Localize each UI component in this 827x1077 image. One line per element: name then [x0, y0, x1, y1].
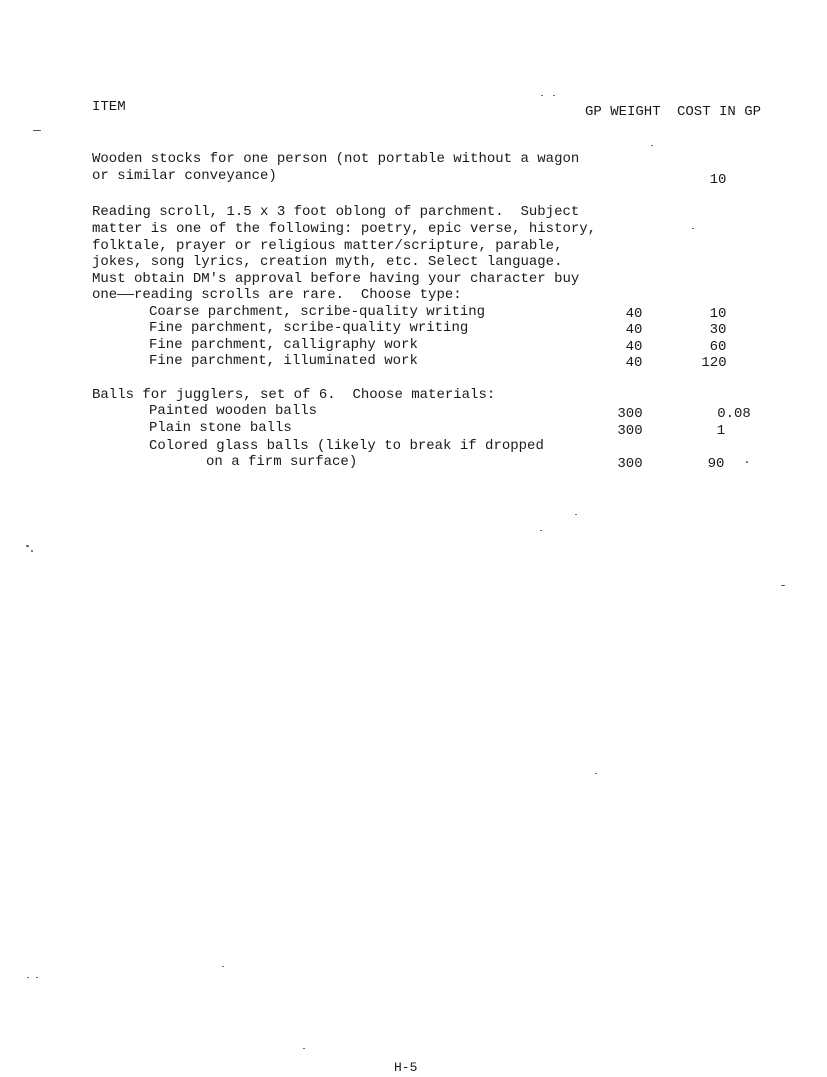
option-label-continued: on a firm surface) [206, 454, 358, 470]
column-header-cost: COST IN GP [677, 104, 762, 120]
scan-speck [781, 585, 785, 586]
column-header-item: ITEM [92, 99, 126, 115]
option-weight: 40 [625, 322, 643, 338]
option-cost: 30 [709, 322, 727, 338]
option-label: Painted wooden balls [149, 403, 318, 419]
option-label: Fine parchment, calligraphy work [149, 337, 418, 353]
entry-description-line: matter is one of the following: poetry, epic verse, history, [92, 221, 597, 237]
scan-speck [540, 530, 542, 531]
scan-speck [746, 461, 748, 463]
option-label: Fine parchment, illuminated work [149, 353, 418, 369]
entry-description-line: Reading scroll, 1.5 x 3 foot oblong of parchment. Subject [92, 204, 580, 220]
option-weight: 300 [617, 406, 643, 422]
scan-speck [553, 95, 555, 96]
option-label: Coarse parchment, scribe-quality writing [149, 304, 486, 320]
option-weight: 40 [625, 355, 643, 371]
entry-cost: 10 [709, 172, 727, 188]
option-cost: 60 [709, 339, 727, 355]
scan-speck [651, 145, 653, 146]
scan-speck [31, 550, 33, 552]
option-weight: 300 [617, 423, 643, 439]
scan-speck [575, 514, 577, 515]
scan-speck [541, 95, 543, 96]
page-number: H-5 [394, 1060, 418, 1075]
scan-speck [36, 977, 38, 978]
scan-speck [33, 130, 41, 131]
scan-speck [26, 545, 29, 547]
option-label: Fine parchment, scribe-quality writing [149, 320, 469, 336]
column-header-gp-weight: GP WEIGHT [585, 104, 661, 120]
option-weight: 40 [625, 339, 643, 355]
scan-speck [222, 966, 224, 967]
entry-description-line: Balls for jugglers, set of 6. Choose materials: [92, 387, 496, 403]
option-weight: 300 [617, 456, 643, 472]
option-label: Colored glass balls (likely to break if dropped [149, 438, 544, 454]
entry-description-line: Must obtain DM's approval before having your character buy [92, 271, 580, 287]
option-cost: 10 [709, 306, 727, 322]
entry-description-line: or similar conveyance) [92, 168, 277, 184]
entry-description-line: jokes, song lyrics, creation myth, etc. Select language. [92, 254, 563, 270]
scan-speck [692, 228, 694, 229]
scan-speck [595, 773, 597, 774]
option-cost: 120 [701, 355, 727, 371]
scan-speck [303, 1048, 305, 1049]
entry-description-line: one——reading scrolls are rare. Choose type: [92, 287, 462, 303]
entry-description-line: Wooden stocks for one person (not portable without a wagon [92, 151, 580, 167]
scan-speck [27, 977, 29, 978]
option-cost: 1 [716, 423, 726, 439]
option-weight: 40 [625, 306, 643, 322]
option-label: Plain stone balls [149, 420, 292, 436]
option-cost: 90 [707, 456, 725, 472]
entry-description-line: folktale, prayer or religious matter/scripture, parable, [92, 238, 563, 254]
option-cost: 0.08 [717, 406, 751, 422]
